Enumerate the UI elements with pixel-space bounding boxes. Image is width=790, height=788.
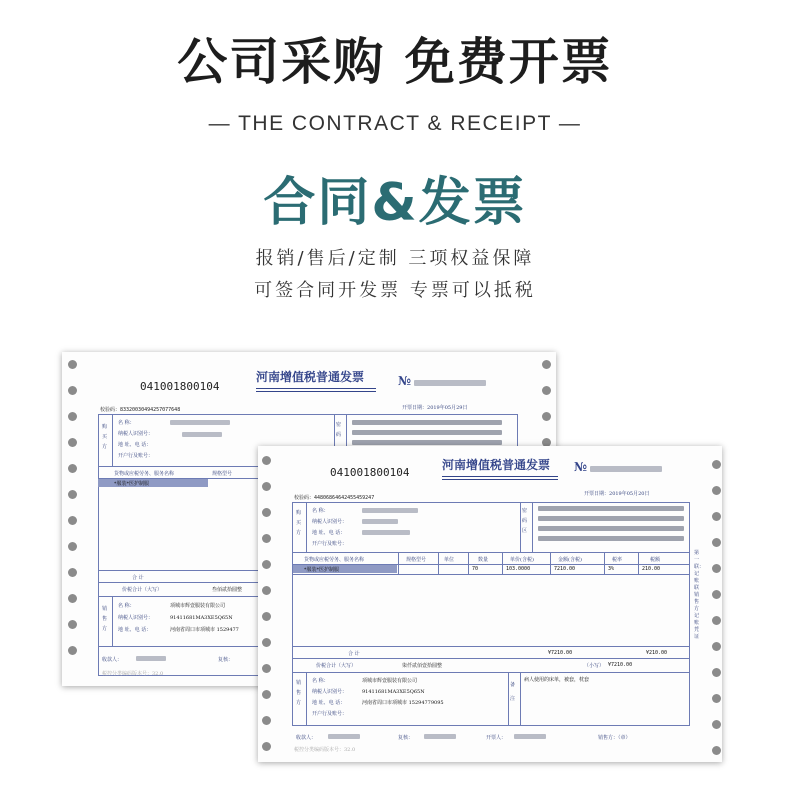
buyer-bank-label: 开户行及账号：	[312, 541, 348, 547]
seller-taxid-label: 纳税人识别号：	[312, 689, 348, 695]
items-header-unit: 单位	[444, 557, 455, 563]
seller-values	[362, 676, 444, 709]
small-value: ¥7210.00	[608, 662, 633, 668]
item-rate: 3%	[608, 566, 615, 572]
drawer-label: 开票人：	[486, 735, 507, 741]
remark-side-label: 备注	[510, 682, 516, 702]
invoice-front	[258, 446, 722, 762]
total-tax-value: 柒仟贰佰壹拾圆整	[402, 663, 443, 669]
buyer-labels	[118, 418, 153, 462]
items-header-spec: 规格型号	[212, 471, 233, 477]
seller-addr-label: 地 址、电 话：	[118, 627, 152, 633]
items-header-rate: 税率	[612, 557, 623, 563]
check-code: 校验码：83320030494257077648	[100, 407, 181, 413]
password-side-label: 密码区	[522, 508, 528, 534]
tractor-holes-left	[66, 352, 80, 686]
desc-line-2: 可签合同开发票 专票可以抵税	[254, 280, 536, 301]
seller-stamp-label: 销售方：（章）	[598, 735, 631, 741]
item-name: *服装*医护制服	[304, 567, 340, 573]
total-tax-label: 价税合计（大写）	[316, 663, 357, 669]
seller-name-label: 名 称：	[312, 678, 329, 684]
invoice-code: 041001800104	[140, 380, 220, 393]
item-qty: 70	[472, 566, 479, 572]
invoice-no-label: №	[574, 460, 588, 474]
seller-side-label: 销售方	[296, 680, 302, 706]
seller-labels	[312, 676, 347, 720]
buyer-taxid-label: 纳税人识别号：	[312, 519, 348, 525]
tractor-holes-left	[260, 446, 274, 762]
invoice-title: 河南增值税普通发票	[442, 458, 551, 472]
seller-name: 项城市辉壹服装有限公司	[362, 678, 418, 684]
items-header-amount: 金额(含税)	[558, 557, 582, 563]
seller-name: 项城市辉壹服装有限公司	[170, 603, 226, 609]
seller-taxid-label: 纳税人识别号：	[118, 615, 154, 621]
invoice-code: 041001800104	[330, 466, 410, 479]
buyer-labels	[312, 506, 347, 550]
buyer-name-label: 名 称：	[118, 420, 135, 426]
remark-text: 病人使用的床单，被套，枕套	[524, 677, 590, 683]
subline: — THE CONTRACT & RECEIPT —	[208, 112, 582, 135]
small-label: （小写）	[584, 663, 605, 669]
invoice-date: 2019年05月20日	[609, 491, 650, 497]
items-header-tax: 税额	[650, 557, 661, 563]
date-label: 开票日期：	[402, 405, 428, 411]
footer-version: 税控分类编码版本号：32.0	[294, 747, 356, 753]
total-amount: ¥7210.00	[548, 650, 573, 656]
hero-title: 合同&发票	[263, 173, 527, 233]
invoice-title: 河南增值税普通发票	[256, 370, 365, 384]
copy-side-note: 第一联：记账联 销售方记账凭证	[694, 550, 705, 640]
total-tax: ¥210.00	[646, 650, 668, 656]
payee-label: 收款人：	[296, 735, 317, 741]
item-name: *服装*医护制服	[114, 481, 150, 487]
review-label: 复核：	[218, 657, 234, 663]
check-code: 校验码：44806864642455459247	[294, 495, 375, 501]
headline: 公司采购 免费开票	[177, 33, 613, 91]
invoice-date: 2019年05月29日	[427, 405, 468, 411]
buyer-addr-label: 地 址、电 话：	[118, 442, 152, 448]
seller-tax-id: 91411681MA3XE5Q65N	[170, 615, 233, 621]
review-label: 复核：	[398, 735, 414, 741]
seller-values	[170, 600, 239, 636]
date-label: 开票日期：	[584, 491, 610, 497]
total-label: 合 计	[348, 651, 360, 657]
seller-addr-label: 地 址、电 话：	[312, 700, 346, 706]
seller-address: 河南省周口市项城市 1529477	[170, 627, 239, 633]
items-header-qty: 数量	[478, 557, 489, 563]
invoice-no-label: №	[398, 374, 412, 388]
items-header-name: 货物或应税劳务、服务名称	[114, 471, 175, 477]
footer-version: 税控分类编码版本号：32.0	[102, 671, 164, 677]
total-tax-value: 叁佰贰拾圆整	[212, 587, 243, 593]
item-price: 103.0000	[506, 566, 531, 572]
payee-label: 收款人：	[102, 657, 123, 663]
buyer-bank-label: 开户行及账号：	[118, 453, 154, 459]
item-tax: 210.00	[642, 566, 661, 572]
items-header-price: 单价(含税)	[510, 557, 534, 563]
seller-name-label: 名 称：	[118, 603, 135, 609]
password-side-label: 密码	[336, 422, 342, 438]
seller-side-label: 销售方	[102, 606, 108, 632]
buyer-name-label: 名 称：	[312, 508, 329, 514]
buyer-taxid-label: 纳税人识别号：	[118, 431, 154, 437]
items-header-spec: 规格型号	[406, 557, 427, 563]
seller-tax-id: 91411681MA3XE5Q65N	[362, 689, 425, 695]
buyer-side-label: 购买方	[296, 510, 302, 536]
desc-line-1: 报销/售后/定制 三项权益保障	[255, 248, 535, 269]
item-amount: 7210.00	[554, 566, 576, 572]
seller-labels	[118, 600, 153, 636]
items-header-name: 货物或应税劳务、服务名称	[304, 557, 365, 563]
seller-address: 河南省周口市项城市 15294779095	[362, 700, 444, 706]
total-label: 合 计	[132, 575, 144, 581]
buyer-addr-label: 地 址、电 话：	[312, 530, 346, 536]
seller-bank-label: 开户行及账号：	[312, 711, 348, 717]
total-tax-label: 价税合计（大写）	[122, 587, 163, 593]
buyer-side-label: 购买方	[102, 424, 108, 450]
